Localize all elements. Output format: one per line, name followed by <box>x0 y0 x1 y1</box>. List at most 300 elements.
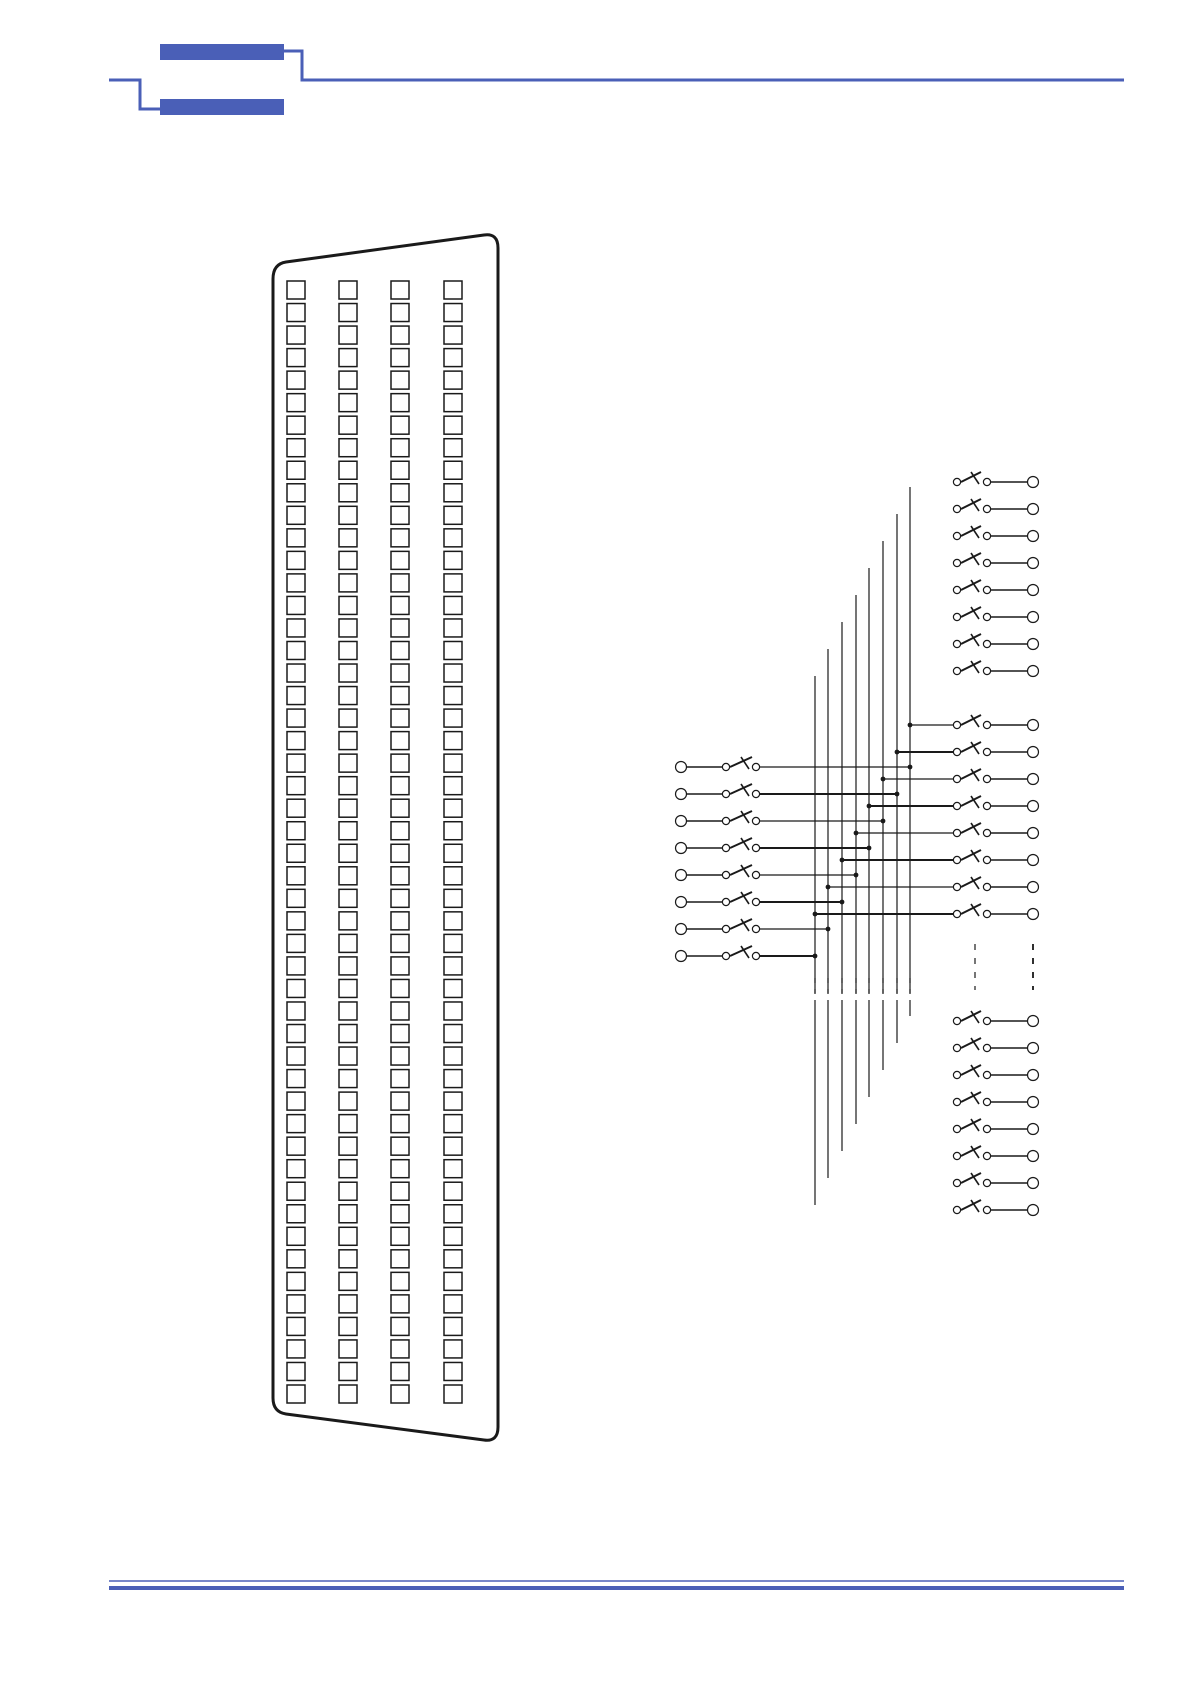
lower-switch-contact <box>953 1017 960 1024</box>
connector-pin <box>287 687 305 705</box>
lower-switch-blade <box>961 1038 981 1048</box>
junction-dot <box>867 804 872 809</box>
upper-switch-contact <box>983 586 990 593</box>
connector-pin <box>339 304 357 322</box>
connector-pin <box>339 889 357 907</box>
left-switch-blade <box>730 865 752 875</box>
connector-pin <box>391 1317 409 1335</box>
connector-pin <box>287 1250 305 1268</box>
connector-pin <box>391 867 409 885</box>
middle-switch-blade <box>961 904 981 914</box>
lower-switch-blade <box>961 1065 981 1075</box>
connector-pin <box>339 1047 357 1065</box>
connector-pin <box>444 439 462 457</box>
connector-pin <box>287 934 305 952</box>
lower-switch-contact <box>983 1098 990 1105</box>
connector-pin <box>444 596 462 614</box>
junction-dot <box>881 819 886 824</box>
upper-switch-contact <box>953 505 960 512</box>
junction-dot <box>881 777 886 782</box>
connector-pin <box>287 822 305 840</box>
connector-pin <box>287 1137 305 1155</box>
connector-pin <box>339 1340 357 1358</box>
left-switch-contact <box>752 790 759 797</box>
connector-pin <box>339 484 357 502</box>
lower-switch-terminal <box>1028 1043 1039 1054</box>
connector-pin <box>339 664 357 682</box>
connector-pin <box>444 912 462 930</box>
middle-switch-contact <box>953 856 960 863</box>
connector-pin <box>287 1362 305 1380</box>
connector-pin <box>339 619 357 637</box>
connector-pin <box>339 912 357 930</box>
connector-pin <box>287 777 305 795</box>
lower-switch-contact <box>983 1206 990 1213</box>
connector-outline <box>273 235 498 1440</box>
connector-pin <box>287 574 305 592</box>
connector-pin <box>339 394 357 412</box>
connector-pin <box>339 1070 357 1088</box>
middle-switch-terminal <box>1028 774 1039 785</box>
connector-pin <box>287 1340 305 1358</box>
upper-switch-terminal <box>1028 639 1039 650</box>
connector-pin <box>339 934 357 952</box>
connector-pin <box>391 889 409 907</box>
connector-pin <box>339 281 357 299</box>
connector-pin <box>287 1115 305 1133</box>
upper-switch-contact <box>983 640 990 647</box>
upper-switch-terminal <box>1028 585 1039 596</box>
connector-pin <box>391 799 409 817</box>
connector-pin <box>444 1295 462 1313</box>
connector-pin <box>339 979 357 997</box>
connector-pin <box>391 664 409 682</box>
connector-pin <box>287 1047 305 1065</box>
connector-pin <box>339 1002 357 1020</box>
connector-pin <box>391 416 409 434</box>
junction-dot <box>908 765 913 770</box>
connector-pin <box>444 506 462 524</box>
connector-pin <box>287 912 305 930</box>
connector-pin <box>339 957 357 975</box>
connector-pin <box>339 596 357 614</box>
header-decoration <box>109 44 1124 115</box>
connector-pin <box>444 754 462 772</box>
connector-pin <box>391 1070 409 1088</box>
connector-pin <box>339 551 357 569</box>
connector-pin <box>287 349 305 367</box>
connector-pin <box>444 371 462 389</box>
left-switch-blade <box>730 757 752 767</box>
lower-switch-terminal <box>1028 1016 1039 1027</box>
left-switch-contact <box>722 844 729 851</box>
connector-pin <box>287 484 305 502</box>
connector-pin <box>444 304 462 322</box>
upper-switch-blade <box>961 607 981 617</box>
connector-pin <box>287 1160 305 1178</box>
connector-pin <box>339 439 357 457</box>
left-input-terminal <box>676 789 687 800</box>
connector-pin <box>444 1070 462 1088</box>
connector-pin <box>444 1182 462 1200</box>
lower-switch-blade <box>961 1173 981 1183</box>
connector-pin <box>391 281 409 299</box>
middle-switch-contact <box>983 721 990 728</box>
connector-pin <box>391 1182 409 1200</box>
connector-pin <box>287 1385 305 1403</box>
connector-pin <box>391 687 409 705</box>
connector-pin <box>287 596 305 614</box>
connector-pin <box>391 461 409 479</box>
connector-pin <box>444 687 462 705</box>
upper-switch-terminal <box>1028 558 1039 569</box>
connector-pin <box>287 844 305 862</box>
connector-pin <box>444 641 462 659</box>
connector-pin <box>444 416 462 434</box>
connector-pin <box>444 484 462 502</box>
lower-switch-blade <box>961 1011 981 1021</box>
header-tab-lower <box>160 99 284 115</box>
connector-pin <box>287 304 305 322</box>
connector-pin <box>339 1025 357 1043</box>
connector-pin <box>444 1272 462 1290</box>
connector-pin <box>287 709 305 727</box>
lower-switch-contact <box>983 1152 990 1159</box>
lower-switch-contact <box>953 1179 960 1186</box>
left-switch-contact <box>752 844 759 851</box>
connector-pin <box>287 326 305 344</box>
middle-switch-terminal <box>1028 855 1039 866</box>
connector-pin <box>391 551 409 569</box>
connector-pin <box>391 439 409 457</box>
left-input-terminal <box>676 951 687 962</box>
connector-pin <box>339 1385 357 1403</box>
connector-pin <box>391 1250 409 1268</box>
connector-pin <box>391 777 409 795</box>
middle-switch-contact <box>983 748 990 755</box>
connector-pin <box>339 709 357 727</box>
lower-switch-blade <box>961 1119 981 1129</box>
middle-switch-terminal <box>1028 801 1039 812</box>
connector-pin <box>339 461 357 479</box>
connector-pin <box>391 709 409 727</box>
connector-pin <box>339 732 357 750</box>
lower-switch-terminal <box>1028 1070 1039 1081</box>
middle-switch-contact <box>953 721 960 728</box>
connector-pin <box>339 506 357 524</box>
junction-dot <box>840 858 845 863</box>
connector-pin <box>287 754 305 772</box>
connector-pin <box>287 1227 305 1245</box>
junction-dot <box>813 954 818 959</box>
connector-pin <box>287 1092 305 1110</box>
connector-pin <box>391 371 409 389</box>
switch-matrix-schematic <box>676 472 1039 1216</box>
header-rule <box>109 80 160 109</box>
connector-pin <box>287 1182 305 1200</box>
upper-switch-terminal <box>1028 612 1039 623</box>
lower-switch-terminal <box>1028 1097 1039 1108</box>
middle-switch-terminal <box>1028 909 1039 920</box>
connector-pin <box>391 641 409 659</box>
header-tab-upper <box>160 44 284 60</box>
lower-switch-contact <box>983 1017 990 1024</box>
connector-pin <box>444 822 462 840</box>
upper-switch-contact <box>983 505 990 512</box>
upper-switch-terminal <box>1028 666 1039 677</box>
connector-pin <box>444 867 462 885</box>
lower-switch-blade <box>961 1200 981 1210</box>
connector-pin <box>391 732 409 750</box>
middle-switch-blade <box>961 877 981 887</box>
left-switch-contact <box>722 817 729 824</box>
connector-pin <box>444 1160 462 1178</box>
connector-pin <box>391 1205 409 1223</box>
connector-pin <box>339 349 357 367</box>
upper-switch-contact <box>983 559 990 566</box>
junction-dot <box>895 792 900 797</box>
connector-pin <box>444 619 462 637</box>
junction-dot <box>840 900 845 905</box>
upper-switch-contact <box>983 532 990 539</box>
connector-pin <box>391 979 409 997</box>
connector-pin <box>339 777 357 795</box>
middle-switch-blade <box>961 850 981 860</box>
header-rule-right <box>284 51 1124 80</box>
upper-switch-contact <box>953 478 960 485</box>
connector-pin <box>339 1182 357 1200</box>
connector-pin <box>287 506 305 524</box>
upper-switch-terminal <box>1028 531 1039 542</box>
connector-pin-grid <box>287 281 462 1403</box>
lower-switch-contact <box>983 1179 990 1186</box>
connector-pin <box>444 1025 462 1043</box>
connector-pin <box>444 934 462 952</box>
connector-pin <box>444 777 462 795</box>
upper-switch-blade <box>961 661 981 671</box>
connector-pin <box>287 371 305 389</box>
connector-pin <box>287 619 305 637</box>
upper-switch-contact <box>953 667 960 674</box>
left-switch-contact <box>752 898 759 905</box>
connector-pin <box>391 1002 409 1020</box>
left-switch-blade <box>730 946 752 956</box>
connector-pin <box>444 709 462 727</box>
connector-pin <box>391 912 409 930</box>
connector-pin <box>444 281 462 299</box>
middle-switch-contact <box>983 883 990 890</box>
middle-switch-contact <box>953 802 960 809</box>
connector-pin <box>391 1340 409 1358</box>
left-switch-contact <box>722 925 729 932</box>
left-switch-contact <box>752 925 759 932</box>
upper-switch-contact <box>953 586 960 593</box>
upper-switch-terminal <box>1028 477 1039 488</box>
middle-switch-blade <box>961 715 981 725</box>
upper-switch-blade <box>961 553 981 563</box>
connector-pin <box>391 1362 409 1380</box>
left-switch-blade <box>730 892 752 902</box>
connector-pin <box>391 1025 409 1043</box>
connector-pin <box>391 1115 409 1133</box>
left-switch-contact <box>722 871 729 878</box>
connector-pin <box>444 461 462 479</box>
connector-pin <box>391 326 409 344</box>
connector-pin <box>391 1272 409 1290</box>
upper-switch-contact <box>983 478 990 485</box>
middle-switch-terminal <box>1028 828 1039 839</box>
junction-dot <box>867 846 872 851</box>
connector-pin <box>391 304 409 322</box>
connector-pin <box>339 867 357 885</box>
connector-pin <box>339 326 357 344</box>
upper-switch-blade <box>961 580 981 590</box>
connector-pin <box>287 461 305 479</box>
connector-pin <box>287 1002 305 1020</box>
left-switch-contact <box>752 871 759 878</box>
left-switch-blade <box>730 811 752 821</box>
connector-pin <box>444 732 462 750</box>
connector-pin <box>391 506 409 524</box>
connector-pin <box>391 619 409 637</box>
connector-pin <box>444 979 462 997</box>
connector-pin <box>391 394 409 412</box>
connector-pin <box>444 1362 462 1380</box>
connector-pin <box>444 957 462 975</box>
connector-pin <box>391 934 409 952</box>
connector-pin <box>444 574 462 592</box>
connector-pin <box>444 1047 462 1065</box>
connector-pin <box>339 416 357 434</box>
lower-switch-contact <box>953 1125 960 1132</box>
middle-switch-contact <box>953 910 960 917</box>
junction-dot <box>826 885 831 890</box>
left-switch-blade <box>730 838 752 848</box>
connector-pin <box>339 1295 357 1313</box>
connector-pin <box>287 732 305 750</box>
lower-switch-contact <box>983 1044 990 1051</box>
connector-pin <box>444 349 462 367</box>
left-input-terminal <box>676 924 687 935</box>
connector-pin <box>444 1317 462 1335</box>
connector-pin <box>444 799 462 817</box>
connector-pin <box>391 1137 409 1155</box>
connector-pin <box>287 641 305 659</box>
connector-pin <box>339 1137 357 1155</box>
lower-switch-terminal <box>1028 1124 1039 1135</box>
left-switch-contact <box>722 763 729 770</box>
left-switch-contact <box>752 952 759 959</box>
left-input-terminal <box>676 870 687 881</box>
lower-switch-contact <box>953 1044 960 1051</box>
connector-pin <box>391 1160 409 1178</box>
connector-pin <box>339 799 357 817</box>
connector-pin <box>339 1160 357 1178</box>
connector-pin <box>391 844 409 862</box>
middle-switch-contact <box>953 775 960 782</box>
lower-switch-contact <box>953 1071 960 1078</box>
connector-pin <box>287 957 305 975</box>
upper-switch-contact <box>953 559 960 566</box>
lower-switch-blade <box>961 1146 981 1156</box>
connector-pin <box>287 1025 305 1043</box>
connector-pin <box>287 979 305 997</box>
junction-dot <box>895 750 900 755</box>
lower-switch-contact <box>953 1152 960 1159</box>
junction-dot <box>908 723 913 728</box>
middle-switch-blade <box>961 823 981 833</box>
connector-pin <box>391 1295 409 1313</box>
junction-dot <box>826 927 831 932</box>
connector-pin <box>339 1362 357 1380</box>
connector-pin <box>339 641 357 659</box>
left-input-terminal <box>676 897 687 908</box>
connector-pin <box>287 889 305 907</box>
upper-switch-contact <box>983 667 990 674</box>
connector-pin <box>339 1317 357 1335</box>
lower-switch-terminal <box>1028 1178 1039 1189</box>
middle-switch-terminal <box>1028 747 1039 758</box>
connector-pin <box>339 1272 357 1290</box>
upper-switch-terminal <box>1028 504 1039 515</box>
connector-pin <box>339 529 357 547</box>
left-switch-blade <box>730 784 752 794</box>
lower-switch-terminal <box>1028 1205 1039 1216</box>
connector-pin <box>391 1047 409 1065</box>
connector-pin <box>444 394 462 412</box>
lower-switch-contact <box>983 1125 990 1132</box>
connector-pin <box>287 394 305 412</box>
upper-switch-contact <box>953 640 960 647</box>
connector-pin <box>339 754 357 772</box>
connector-pin <box>391 1092 409 1110</box>
left-switch-blade <box>730 919 752 929</box>
connector-pin <box>287 416 305 434</box>
middle-switch-contact <box>983 856 990 863</box>
connector-pin <box>287 1205 305 1223</box>
connector-pin <box>391 957 409 975</box>
left-switch-contact <box>722 790 729 797</box>
upper-switch-blade <box>961 526 981 536</box>
middle-switch-contact <box>953 748 960 755</box>
connector-pin <box>339 1205 357 1223</box>
lower-switch-terminal <box>1028 1151 1039 1162</box>
upper-switch-contact <box>953 613 960 620</box>
middle-switch-terminal <box>1028 882 1039 893</box>
connector-pin <box>287 529 305 547</box>
connector-pin <box>391 349 409 367</box>
connector-pin <box>287 1070 305 1088</box>
connector-pin <box>444 1002 462 1020</box>
connector-pin <box>391 596 409 614</box>
upper-switch-contact <box>953 532 960 539</box>
connector-pin <box>391 529 409 547</box>
connector-pin <box>444 551 462 569</box>
left-input-terminal <box>676 843 687 854</box>
connector-pin <box>444 529 462 547</box>
connector-pin <box>444 1115 462 1133</box>
connector-pin <box>339 687 357 705</box>
connector-pin <box>339 844 357 862</box>
connector-pin <box>287 281 305 299</box>
connector-pin <box>391 822 409 840</box>
connector-pin <box>287 439 305 457</box>
connector-pin <box>444 1385 462 1403</box>
left-switch-contact <box>752 817 759 824</box>
middle-switch-contact <box>983 910 990 917</box>
middle-switch-contact <box>953 883 960 890</box>
left-switch-contact <box>752 763 759 770</box>
